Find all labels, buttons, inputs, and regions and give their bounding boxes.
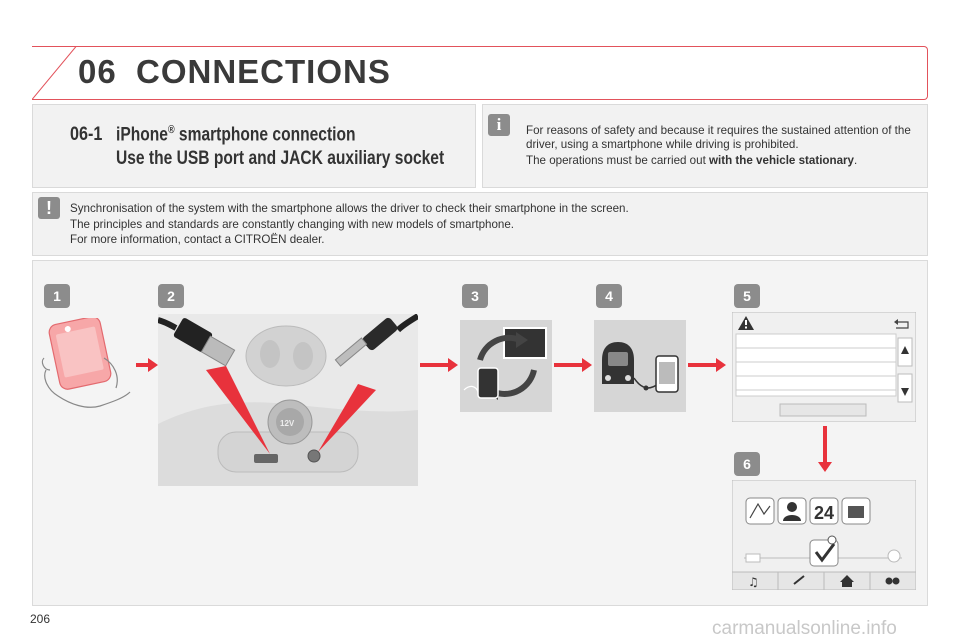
list-screen-illustration — [732, 312, 916, 422]
arrow-right-icon — [554, 358, 592, 372]
exclamation-icon: ! — [38, 197, 60, 219]
svg-text:♫: ♫ — [748, 575, 759, 589]
info-line-2: The operations must be carried out with the vehicle stationary. — [526, 154, 858, 167]
hand-phone-illustration — [40, 318, 136, 410]
arrow-right-icon — [688, 358, 726, 372]
step-badge-4: 4 — [596, 284, 622, 308]
warning-line-2: The principles and standards are constantly changing with new models of smartphone. — [70, 217, 515, 231]
section-title-line2: Use the USB port and JACK auxiliary socket — [116, 148, 445, 169]
section-title-line1: iPhone® smartphone connection — [116, 124, 356, 146]
step-badge-1: 1 — [44, 284, 70, 308]
step-badge-2: 2 — [158, 284, 184, 308]
usb-jack-photo — [158, 314, 418, 486]
arrow-down-icon — [818, 426, 832, 472]
warning-line-3: For more information, contact a CITROËN dealer. — [70, 233, 325, 246]
warning-line-1: Synchronisation of the system with the smartphone allows the driver to check their smartphone in the screen. — [70, 202, 629, 215]
arrow-right-icon — [420, 358, 458, 372]
chapter-number: 06 — [78, 53, 117, 90]
chapter-title: CONNECTIONS — [136, 53, 391, 90]
info-line-1: For reasons of safety and because it requires the sustained attention of the driver, using a smartphone while driving is prohibited. — [526, 124, 911, 151]
page-number: 206 — [30, 612, 51, 626]
info-icon: i — [488, 114, 510, 136]
car-phone-link-illustration — [594, 320, 686, 412]
tile-24-label: 24 — [814, 503, 835, 523]
step-badge-5: 5 — [734, 284, 760, 308]
step-badge-3: 3 — [462, 284, 488, 308]
step-badge-6: 6 — [734, 452, 760, 476]
warning-text — [70, 201, 920, 248]
watermark: carmanualsonline.info — [712, 618, 897, 639]
socket-12v-label: 12V — [280, 419, 295, 428]
sync-illustration — [460, 320, 552, 412]
home-screen-illustration — [732, 480, 916, 590]
section-number: 06-1 — [70, 124, 103, 145]
info-text — [526, 124, 922, 171]
arrow-right-icon — [136, 358, 158, 372]
